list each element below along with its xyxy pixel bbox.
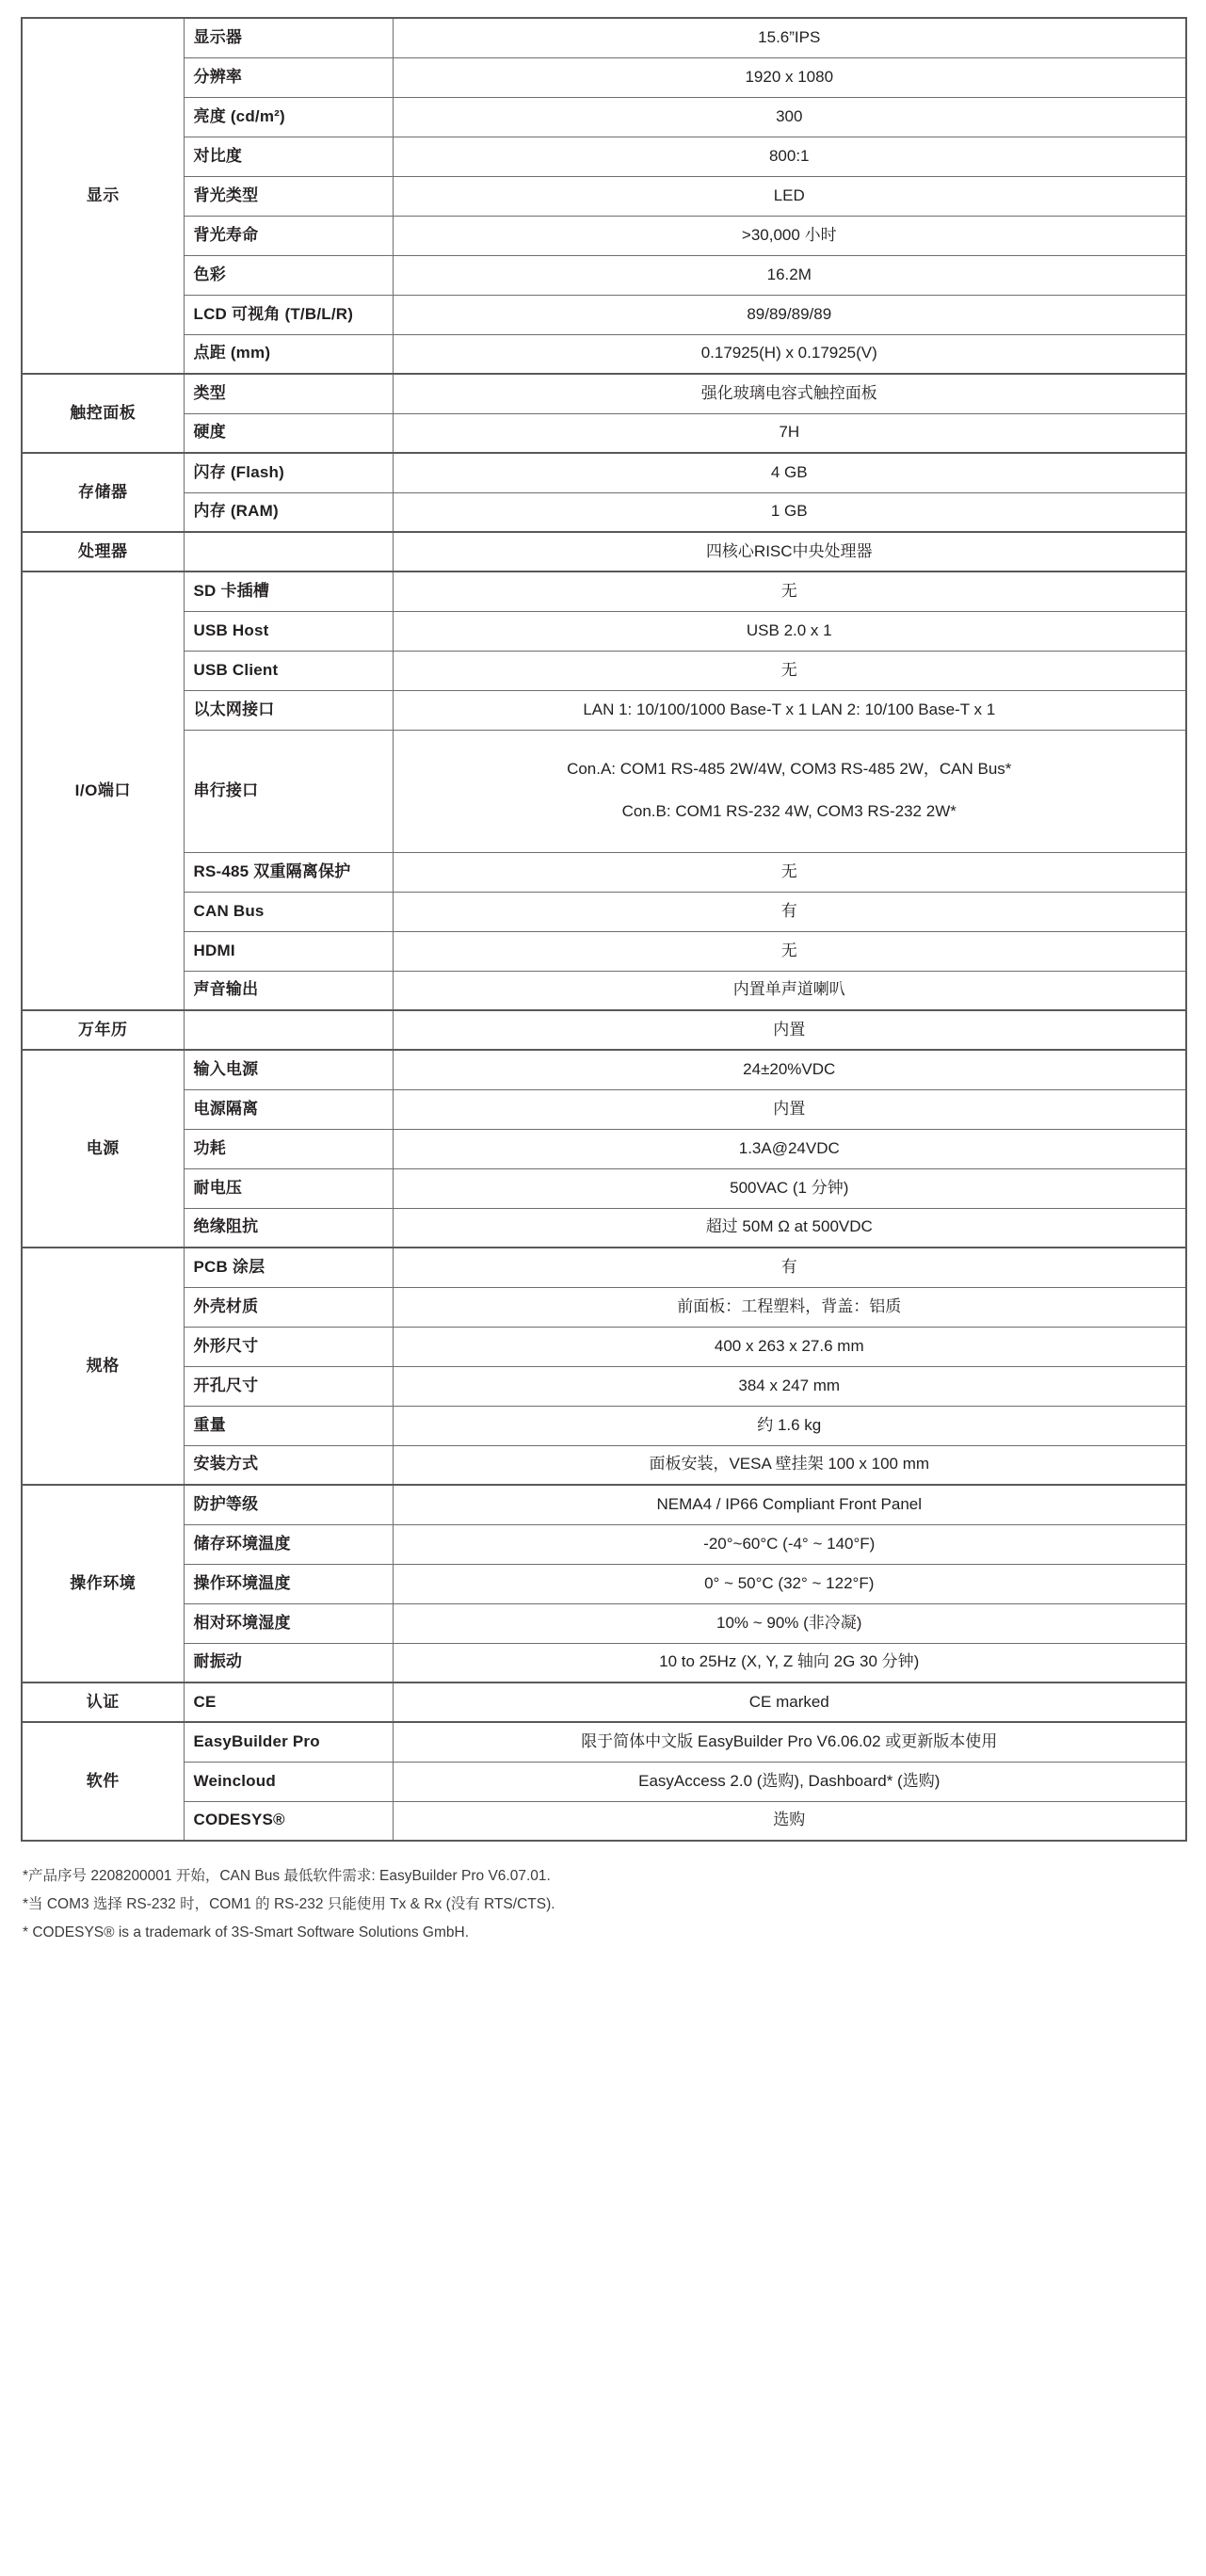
item-value — [393, 1248, 1186, 1287]
item-value — [393, 852, 1186, 892]
item-label: PCB 涂层 — [184, 1248, 393, 1287]
item-value — [393, 1129, 1186, 1168]
item-value — [393, 1287, 1186, 1327]
item-label: Weincloud — [184, 1762, 393, 1801]
table-row — [22, 1010, 1186, 1050]
table-row — [22, 690, 1186, 730]
item-label: 外壳材质 — [184, 1287, 393, 1327]
value-line: 前面板：工程塑料，背盖：铝质 — [677, 1296, 902, 1315]
item-label: CODESYS® — [184, 1801, 393, 1841]
table-row — [22, 730, 1186, 852]
value-line: 选购 — [773, 1811, 806, 1829]
value-line: LED — [773, 185, 805, 204]
item-value — [393, 97, 1186, 137]
value-line: 7H — [779, 423, 800, 442]
item-value — [393, 1327, 1186, 1366]
item-value — [393, 931, 1186, 971]
table-row — [22, 1445, 1186, 1485]
table-row — [22, 374, 1186, 413]
table-row — [22, 1406, 1186, 1445]
specifications-table-body — [22, 18, 1186, 1841]
value-line: LAN 1: 10/100/1000 Base-T x 1 LAN 2: 10/100 Base-T x 1 — [583, 700, 996, 718]
value-line: 24±20%VDC — [743, 1059, 836, 1078]
item-label: 背光寿命 — [184, 216, 393, 255]
table-row — [22, 176, 1186, 216]
item-label: 点距 (mm) — [184, 334, 393, 374]
item-label: 功耗 — [184, 1129, 393, 1168]
item-label: 显示器 — [184, 18, 393, 57]
group-label: 万年历 — [22, 1010, 184, 1050]
specifications-table — [21, 17, 1187, 1842]
value-line: 内置 — [773, 1099, 806, 1118]
table-row — [22, 1327, 1186, 1366]
group-label: 软件 — [22, 1722, 184, 1841]
table-row — [22, 1050, 1186, 1089]
table-row — [22, 97, 1186, 137]
table-row — [22, 295, 1186, 334]
table-row — [22, 1643, 1186, 1682]
item-value — [393, 611, 1186, 651]
item-label: SD 卡插槽 — [184, 572, 393, 611]
value-line: 800:1 — [768, 146, 810, 165]
value-line: 300 — [776, 106, 803, 125]
item-label: 声音输出 — [184, 971, 393, 1010]
value-line: 有 — [780, 1257, 797, 1276]
item-value — [393, 1762, 1186, 1801]
item-value — [393, 1208, 1186, 1248]
table-row — [22, 1524, 1186, 1564]
value-line: NEMA4 / IP66 Compliant Front Panel — [656, 1494, 923, 1513]
item-label: 以太网接口 — [184, 690, 393, 730]
item-label: 对比度 — [184, 137, 393, 176]
table-row — [22, 1603, 1186, 1643]
item-value — [393, 216, 1186, 255]
group-label: 电源 — [22, 1050, 184, 1248]
item-value — [393, 1524, 1186, 1564]
item-value — [393, 413, 1186, 453]
table-row — [22, 334, 1186, 374]
group-label: 显示 — [22, 18, 184, 374]
item-value — [393, 334, 1186, 374]
item-label: 分辨率 — [184, 57, 393, 97]
value-line: CE marked — [748, 1692, 829, 1711]
item-label: 开孔尺寸 — [184, 1366, 393, 1406]
item-label: CE — [184, 1682, 393, 1722]
table-row — [22, 255, 1186, 295]
value-line: 内置 — [773, 1020, 806, 1038]
group-label: 处理器 — [22, 532, 184, 572]
item-value — [393, 1682, 1186, 1722]
item-label: 耐振动 — [184, 1643, 393, 1682]
item-value — [393, 1406, 1186, 1445]
item-label: HDMI — [184, 931, 393, 971]
item-value — [393, 1050, 1186, 1089]
value-line: 1920 x 1080 — [745, 67, 834, 86]
item-label: CAN Bus — [184, 892, 393, 931]
value-line: 0° ~ 50°C (32° ~ 122°F) — [704, 1573, 875, 1592]
item-value — [393, 1801, 1186, 1841]
item-label: 操作环境温度 — [184, 1564, 393, 1603]
table-row — [22, 852, 1186, 892]
value-line: 4 GB — [770, 462, 808, 481]
item-value — [393, 1366, 1186, 1406]
footnotes — [23, 1862, 1185, 1948]
item-value — [393, 1485, 1186, 1524]
table-row — [22, 492, 1186, 532]
value-line: >30,000 小时 — [741, 225, 837, 244]
table-row — [22, 413, 1186, 453]
value-line: 384 x 247 mm — [738, 1376, 841, 1394]
group-label: 操作环境 — [22, 1485, 184, 1682]
value-line: 无 — [780, 861, 797, 880]
table-row — [22, 57, 1186, 97]
table-row — [22, 1208, 1186, 1248]
footnote-line: * CODESYS® is a trademark of 3S-Smart Software Solutions GmbH. — [23, 1924, 469, 1941]
table-row — [22, 137, 1186, 176]
item-value — [393, 1603, 1186, 1643]
table-row — [22, 1485, 1186, 1524]
value-line: 限于简体中文版 EasyBuilder Pro V6.06.02 或更新版本使用 — [581, 1731, 998, 1750]
item-value — [393, 176, 1186, 216]
item-label: 电源隔离 — [184, 1089, 393, 1129]
item-value — [393, 1564, 1186, 1603]
item-value — [393, 572, 1186, 611]
table-row — [22, 1248, 1186, 1287]
value-line: EasyAccess 2.0 (选购), Dashboard* (选购) — [638, 1771, 941, 1790]
value-line: USB 2.0 x 1 — [746, 620, 832, 639]
table-row — [22, 1089, 1186, 1129]
value-line: 无 — [780, 581, 797, 600]
value-line: 强化玻璃电容式触控面板 — [700, 383, 877, 402]
item-label: 亮度 (cd/m²) — [184, 97, 393, 137]
value-line: 超过 50M Ω at 500VDC — [705, 1217, 873, 1236]
item-label: RS-485 双重隔离保护 — [184, 852, 393, 892]
item-value — [393, 137, 1186, 176]
item-value — [393, 1010, 1186, 1050]
item-value — [393, 532, 1186, 572]
value-line: 0.17925(H) x 0.17925(V) — [700, 344, 877, 362]
value-line: 16.2M — [766, 265, 812, 283]
table-row — [22, 1366, 1186, 1406]
table-row — [22, 572, 1186, 611]
item-label: USB Host — [184, 611, 393, 651]
item-value — [393, 730, 1186, 852]
value-line: 10 to 25Hz (X, Y, Z 轴向 2G 30 分钟) — [659, 1652, 920, 1671]
table-row — [22, 1762, 1186, 1801]
value-line: 内置单声道喇叭 — [732, 980, 845, 999]
item-value — [393, 453, 1186, 492]
item-value — [393, 690, 1186, 730]
table-row — [22, 18, 1186, 57]
item-label: 内存 (RAM) — [184, 492, 393, 532]
table-row — [22, 1801, 1186, 1841]
table-row — [22, 1287, 1186, 1327]
value-line: 10% ~ 90% (非冷凝) — [716, 1613, 862, 1632]
value-line: 1 GB — [770, 502, 808, 521]
value-line: 无 — [780, 941, 797, 959]
value-line: Con.A: COM1 RS-485 2W/4W, COM3 RS-485 2W，CAN Bus* — [567, 760, 1012, 779]
value-line: -20°~60°C (-4° ~ 140°F) — [703, 1534, 876, 1553]
table-row — [22, 611, 1186, 651]
group-label: 存储器 — [22, 453, 184, 532]
value-line: 无 — [780, 660, 797, 679]
table-row — [22, 1722, 1186, 1762]
value-line: 有 — [780, 901, 797, 920]
item-label: 串行接口 — [184, 730, 393, 852]
item-label: 色彩 — [184, 255, 393, 295]
item-label: 外形尺寸 — [184, 1327, 393, 1366]
item-label: 绝缘阻抗 — [184, 1208, 393, 1248]
table-row — [22, 453, 1186, 492]
item-label — [184, 1010, 393, 1050]
table-row — [22, 651, 1186, 690]
group-label: 认证 — [22, 1682, 184, 1722]
value-line: 约 1.6 kg — [757, 1415, 822, 1434]
item-value — [393, 492, 1186, 532]
table-row — [22, 216, 1186, 255]
item-label: 背光类型 — [184, 176, 393, 216]
value-line: 500VAC (1 分钟) — [730, 1178, 849, 1197]
item-value — [393, 1643, 1186, 1682]
table-row — [22, 971, 1186, 1010]
item-value — [393, 18, 1186, 57]
item-value — [393, 295, 1186, 334]
value-line: 面板安装，VESA 壁挂架 100 x 100 mm — [649, 1455, 930, 1473]
item-label: 硬度 — [184, 413, 393, 453]
table-row — [22, 1129, 1186, 1168]
item-label: 耐电压 — [184, 1168, 393, 1208]
footnote-line: *当 COM3 选择 RS-232 时，COM1 的 RS-232 只能使用 Tx & Rx (没有 RTS/CTS). — [23, 1896, 555, 1913]
item-value — [393, 374, 1186, 413]
value-line: 1.3A@24VDC — [738, 1138, 840, 1157]
item-value — [393, 57, 1186, 97]
group-label: 规格 — [22, 1248, 184, 1485]
group-label: I/O端口 — [22, 572, 184, 1010]
item-value — [393, 1168, 1186, 1208]
item-label: LCD 可视角 (T/B/L/R) — [184, 295, 393, 334]
item-label — [184, 532, 393, 572]
item-label: 安装方式 — [184, 1445, 393, 1485]
value-line: 400 x 263 x 27.6 mm — [714, 1336, 864, 1355]
item-label: 储存环境温度 — [184, 1524, 393, 1564]
item-label: 防护等级 — [184, 1485, 393, 1524]
footnote-line: *产品序号 2208200001 开始，CAN Bus 最低软件需求: EasyBuilder Pro V6.07.01. — [23, 1868, 551, 1884]
item-label: 闪存 (Flash) — [184, 453, 393, 492]
item-value — [393, 1089, 1186, 1129]
item-value — [393, 651, 1186, 690]
table-row — [22, 1564, 1186, 1603]
group-label: 触控面板 — [22, 374, 184, 453]
table-row — [22, 532, 1186, 572]
item-label: 输入电源 — [184, 1050, 393, 1089]
table-row — [22, 931, 1186, 971]
value-line: 15.6”IPS — [758, 27, 821, 46]
item-label: EasyBuilder Pro — [184, 1722, 393, 1762]
item-value — [393, 255, 1186, 295]
item-label: 重量 — [184, 1406, 393, 1445]
item-label: USB Client — [184, 651, 393, 690]
item-value — [393, 1445, 1186, 1485]
item-value — [393, 1722, 1186, 1762]
table-row — [22, 1682, 1186, 1722]
value-line: 四核心RISC中央处理器 — [705, 541, 873, 560]
item-label: 类型 — [184, 374, 393, 413]
item-value — [393, 971, 1186, 1010]
value-line: 89/89/89/89 — [747, 304, 832, 323]
table-row — [22, 892, 1186, 931]
value-line: Con.B: COM1 RS-232 4W, COM3 RS-232 2W* — [621, 802, 957, 820]
table-row — [22, 1168, 1186, 1208]
item-label: 相对环境湿度 — [184, 1603, 393, 1643]
item-value — [393, 892, 1186, 931]
